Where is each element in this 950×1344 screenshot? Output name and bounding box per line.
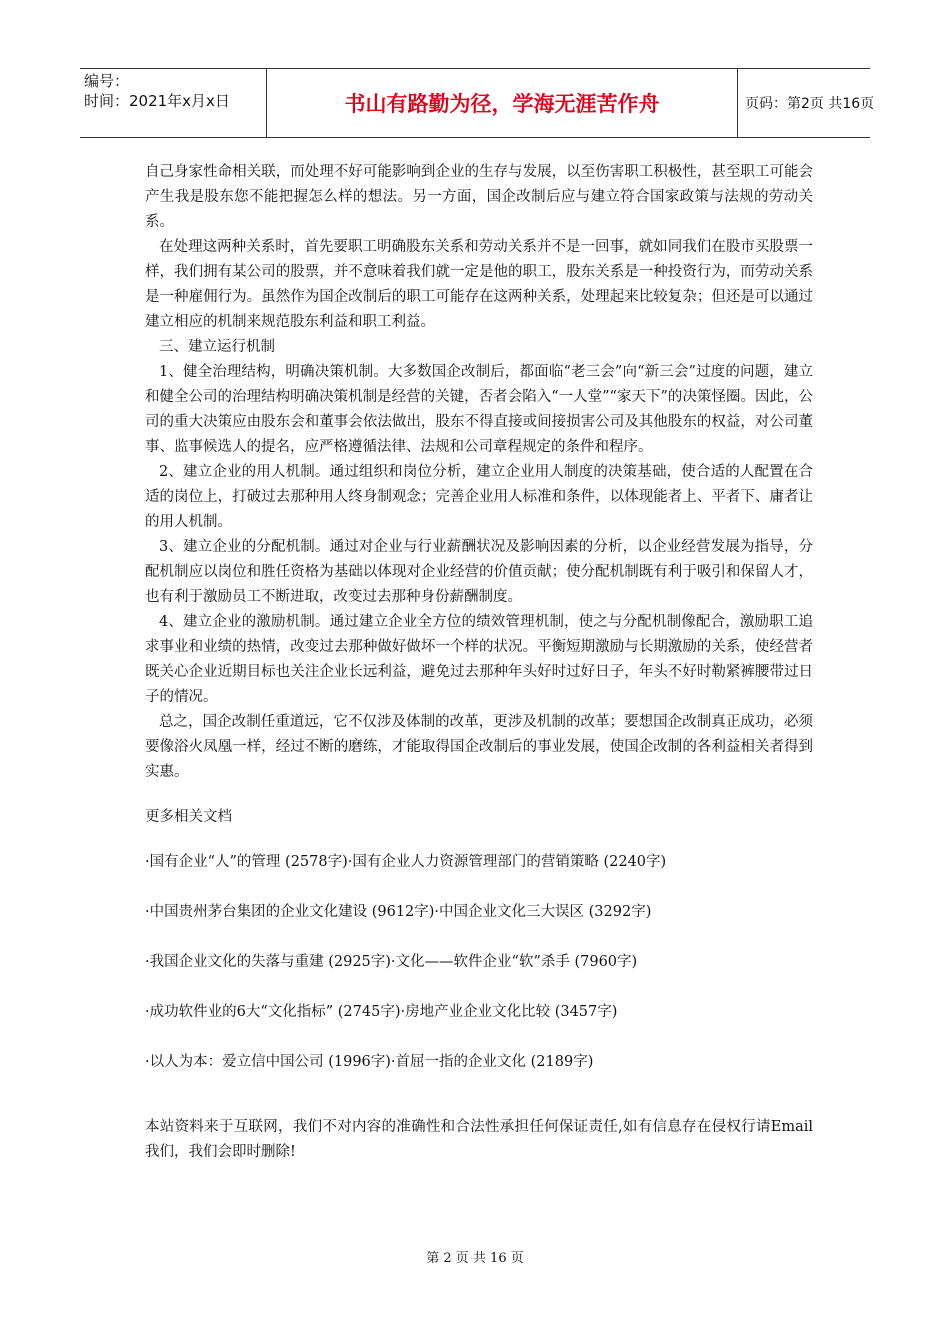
document-date-label: 时间：2021年x月x日 — [84, 92, 230, 110]
paragraph: 4、建立企业的激励机制。通过建立企业全方位的绩效管理机制，使之与分配机制像配合，激励职工追求事业和业绩的热情，改变过去那种做好做坏一个样的状况。平衡短期激励与长期激励的关系，使经营者既关心企业近期目标也关注企业长远利益，避免过去那种年头好时过好日子，年头不好时勒紧裤腰带过日子的情况。 — [145, 614, 813, 705]
paragraph: 1、健全治理结构，明确决策机制。大多数国企改制后，都面临“老三会”向“新三会”过度的问题，建立和健全公司的治理结构明确决策机制是经营的关键，否者会陷入“一人堂”“家天下”的决策怪圈。因此，公司的重大决策应由股东会和董事会依法做出，股东不得直接或间接损害公司及其他股东的权益，对公司董事、监事候选人的提名，应严格遵循法律、法规和公司章程规定的条件和程序。 — [145, 364, 813, 455]
paragraph: 2、建立企业的用人机制。通过组织和岗位分析，建立企业用人制度的决策基础，使合适的人配置在合适的岗位上，打破过去那种用人终身制观念；完善企业用人标准和条件，以体现能者上、平者下、庸者让的用人机制。 — [145, 464, 813, 530]
header-page-number: 页码：第2页 共16页 — [745, 96, 875, 112]
related-doc-item[interactable]: ·成功软件业的6大“文化指标” (2745字)·房地产业企业文化比较 (3457字) — [145, 1004, 618, 1020]
page-footer: 第 2 页 共 16 页 — [426, 1251, 524, 1266]
page-header — [80, 68, 875, 138]
paragraph: 在处理这两种关系时，首先要职工明确股东关系和劳动关系并不是一回事，就如同我们在股市买股票一样，我们拥有某公司的股票，并不意味着我们就一定是他的职工，股东关系是一种投资行为，而劳动关系是一种雇佣行为。虽然作为国企改制后的职工可能存在这两种关系，处理起来比较复杂；但还是可以通过建立相应的机制来规范股东利益和职工利益。 — [145, 239, 813, 330]
disclaimer-text: 本站资料来于互联网，我们不对内容的准确性和合法性承担任何保证责任,如有信息存在侵权行请Email我们，我们会即时删除! — [145, 1119, 813, 1160]
header-motto: 书山有路勤为径，学海无涯苦作舟 — [267, 69, 738, 137]
related-doc-item[interactable]: ·我国企业文化的失落与重建 (2925字)·文化——软件企业“软”杀手 (7960字) — [145, 954, 638, 970]
document-number-label: 编号： — [84, 72, 130, 90]
paragraph: 3、建立企业的分配机制。通过对企业与行业薪酬状况及影响因素的分析，以企业经营发展为指导，分配机制应以岗位和胜任资格为基础以体现对企业经营的价值贡献；使分配机制既有利于吸引和保留人才，也有利于激励员工不断进取，改变过去那种身份薪酬制度。 — [145, 539, 813, 605]
section-heading: 三、建立运行机制 — [159, 339, 275, 355]
related-doc-item[interactable]: ·国有企业“人”的管理 (2578字)·国有企业人力资源管理部门的营销策略 (2240字) — [145, 854, 667, 870]
related-docs-heading: 更多相关文档 — [145, 809, 232, 825]
document-body — [145, 160, 813, 1165]
related-doc-item[interactable]: ·以人为本：爱立信中国公司 (1996字)·首屈一指的企业文化 (2189字) — [145, 1054, 594, 1070]
related-docs-list — [145, 850, 813, 1075]
paragraph: 自己身家性命相关联，而处理不好可能影响到企业的生存与发展，以至伤害职工积极性，甚至职工可能会产生我是股东您不能把握怎么样的想法。另一方面，国企改制后应与建立符合国家政策与法规的劳动关系。 — [145, 164, 813, 230]
header-meta — [80, 69, 267, 137]
related-doc-item[interactable]: ·中国贵州茅台集团的企业文化建设 (9612字)·中国企业文化三大误区 (3292字) — [145, 904, 652, 920]
paragraph: 总之，国企改制任重道远，它不仅涉及体制的改革，更涉及机制的改革；要想国企改制真正成功，必须要像浴火凤凰一样，经过不断的磨练，才能取得国企改制后的事业发展，使国企改制的各利益相关者得到实惠。 — [145, 714, 813, 780]
